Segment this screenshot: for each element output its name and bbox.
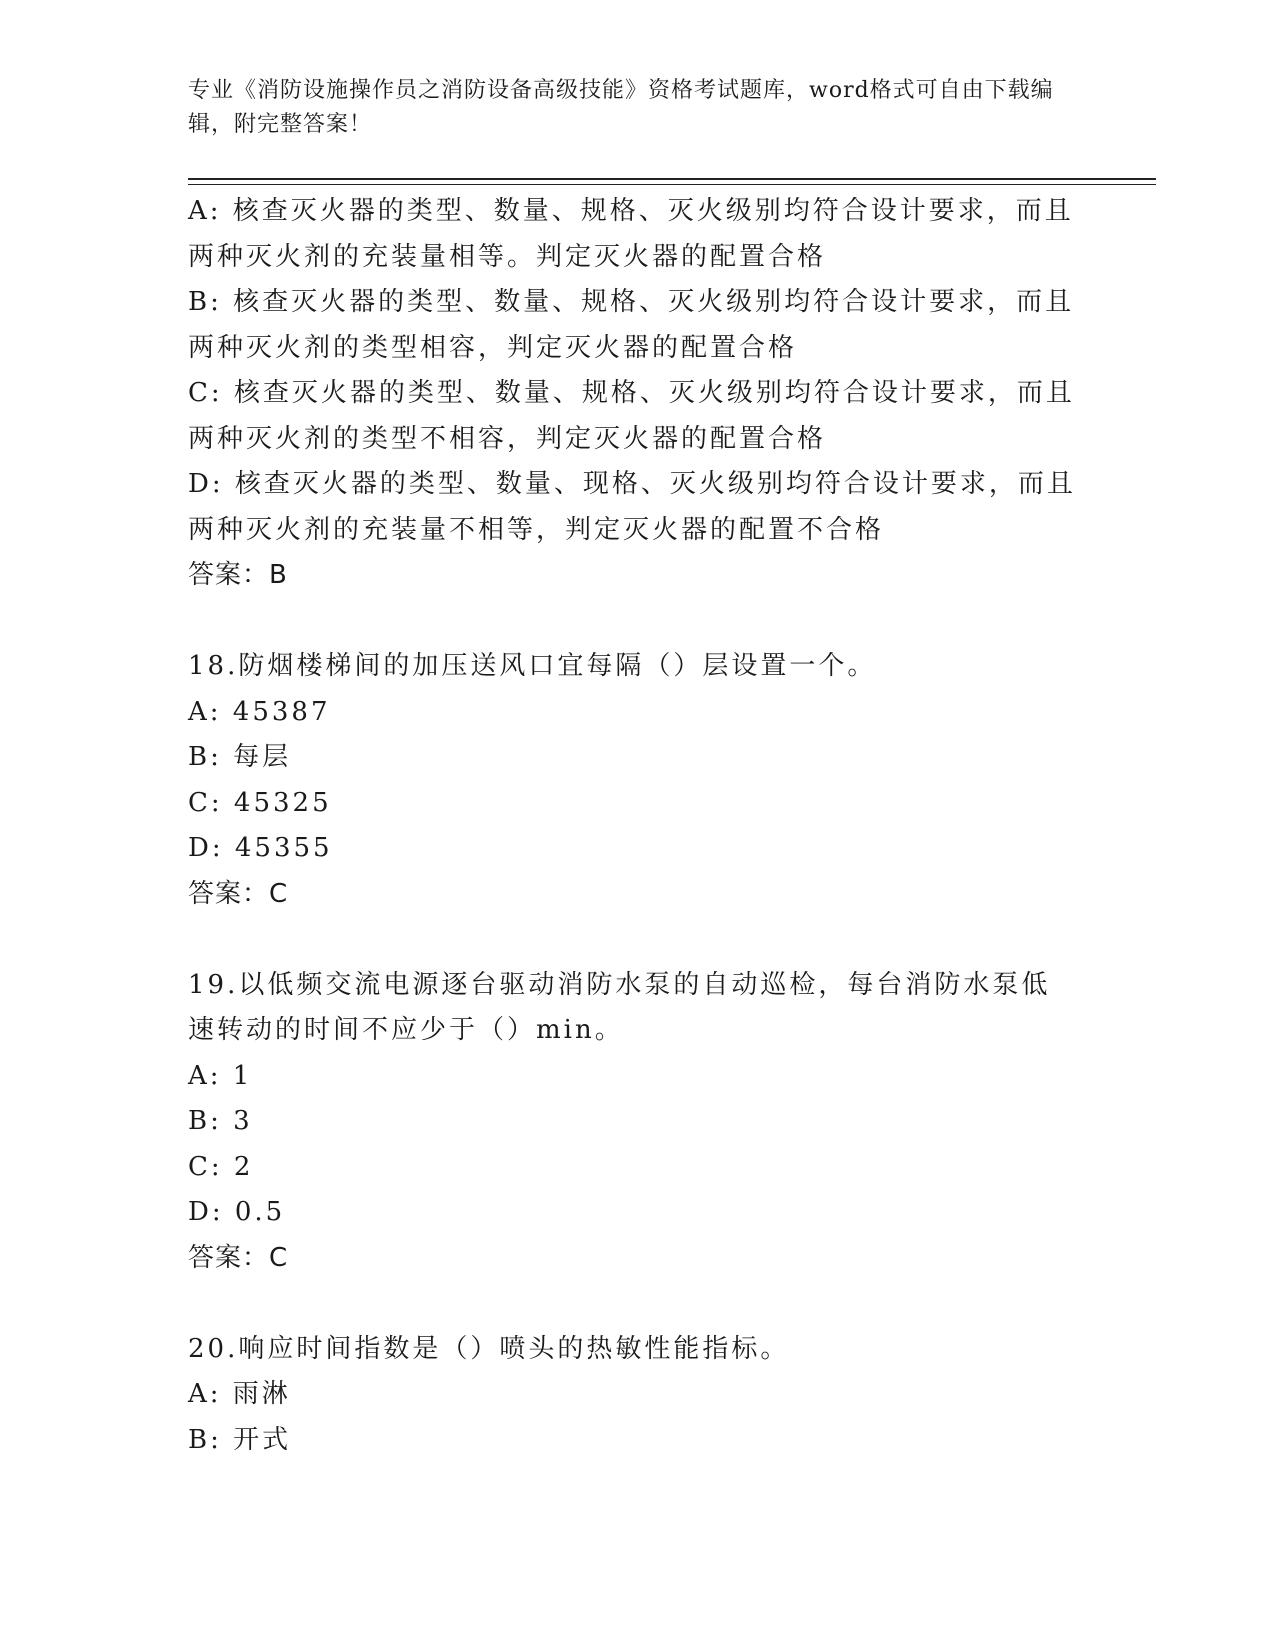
question-stem: 19.以低频交流电源逐台驱动消防水泵的自动巡检，每台消防水泵低速转动的时间不应少于（）min。: [188, 969, 1051, 1045]
spacer: [188, 1281, 1088, 1327]
question-stem: 20.响应时间指数是（）喷头的热敏性能指标。: [188, 1333, 790, 1364]
question-stem: 18.防烟楼梯间的加压送风口宜每隔（）层设置一个。: [188, 651, 877, 681]
option-b: B: 3: [188, 1106, 253, 1136]
document-header: 专业《消防设施操作员之消防设备高级技能》资格考试题库，word格式可自由下载编辑，附完整答案！: [188, 78, 1054, 137]
header-rule-thin: [188, 184, 1156, 185]
question-19: [188, 963, 1088, 1282]
answer: 答案：C: [188, 1242, 289, 1273]
option-a: A: 核查灭火器的类型、数量、规格、灭火级别均符合设计要求，而且两种灭火剂的充装量相等。判定灭火器的配置合格: [188, 196, 1074, 272]
spacer: [188, 599, 1088, 645]
answer: 答案：B: [188, 560, 288, 590]
option-a: A: 45387: [188, 696, 331, 727]
option-b: B: 开式: [188, 1424, 292, 1455]
question-18: [188, 644, 1088, 917]
option-c: C: 45325: [188, 787, 332, 818]
option-a: A: 1: [188, 1060, 253, 1091]
answer: 答案：C: [188, 878, 289, 909]
option-d: D: 核查灭火器的类型、数量、现格、灭火级别均符合设计要求，而且两种灭火剂的充装量不相等，判定灭火器的配置不合格: [188, 469, 1076, 545]
spacer: [188, 917, 1088, 963]
option-c: C: 核查灭火器的类型、数量、规格、灭火级别均符合设计要求，而且两种灭火剂的类型不相容，判定灭火器的配置合格: [188, 378, 1075, 454]
option-d: D: 45355: [188, 833, 333, 863]
header-rule-thick: [188, 178, 1156, 180]
question-20: [188, 1327, 1088, 1464]
question-list: [188, 189, 1088, 1463]
question-17: [188, 189, 1088, 599]
option-b: B: 核查灭火器的类型、数量、规格、灭火级别均符合设计要求，而且两种灭火剂的类型相容，判定灭火器的配置合格: [188, 287, 1075, 363]
option-a: A: 雨淋: [188, 1379, 291, 1409]
option-c: C: 2: [188, 1151, 254, 1182]
option-b: B: 每层: [188, 742, 292, 772]
option-d: D: 0.5: [188, 1197, 286, 1227]
